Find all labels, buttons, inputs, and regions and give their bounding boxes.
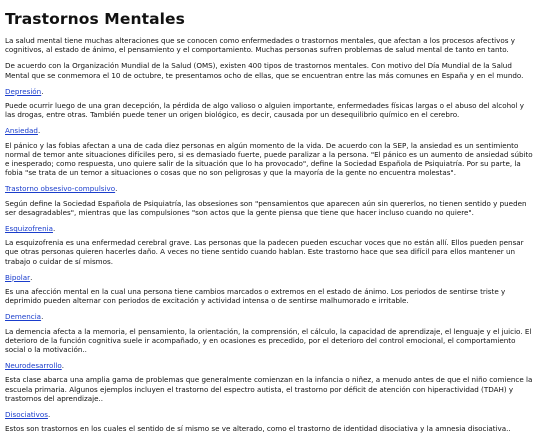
section-heading (5, 224, 534, 238)
section-link-esquizofrenia[interactable]: Esquizofrenia (5, 224, 53, 234)
page-title: Trastornos Mentales (5, 10, 185, 28)
section-text: Esta clase abarca una amplia gama de problemas que generalmente comienzan en la infancia o niñez, a menudo antes de que el niño comience la escuela primaria. Algunos ejemplos incluyen el trastorno del espectro autista, el trastorno por déficit de atención con hiperactividad (TDAH) y trastornos del aprendizaje.. (5, 375, 533, 403)
intro-paragraph: De acuerdo con la Organización Mundial de la Salud (OMS), existen 400 tipos de trastornos mentales. Con motivo del Día Mundial de la Salud Mental que se conmemora el 10 de octubre, te presentamos ocho de ellas, que se encuentran entre las más comunes en España y en el mundo. (5, 61, 524, 80)
section-link-bipolar[interactable]: Bipolar (5, 272, 31, 282)
section-text: Estos son trastornos en los cuales el sentido de sí mismo se ve alterado, como el trastorno de identidad disociativa y la amnesia disociativa.. (5, 424, 511, 434)
section-demencia (5, 312, 534, 354)
section-text: La esquizofrenia es una enfermedad cerebral grave. Las personas que la padecen pueden escuchar voces que no están allí. Ellos pueden pensar que otras personas quieren hacerles daño. A veces no tiene sentido cuando hablan. Este trastorno hace que sea difícil para ellos mantener un trabajo o cuidar de sí mismos. (5, 238, 524, 266)
section-text: El pánico y las fobias afectan a una de cada diez personas en algún momento de la vida. De acuerdo con la SEP, la ansiedad es un sentimiento normal de temor ante situaciones difíciles pero, si es demasiado fuerte, puede paralizar a la persona. "El pánico es un aumento de ansiedad súbito e inesperado; como respuesta, uno quiere salir de la situación que lo ha provocado", define la Sociedad Española de Psiquiatría. Por su parte, la fobia "se trata de un temor a situaciones o cosas que no son peligrosas y que la mayoría de la gente no encuentra molestas". (5, 140, 533, 178)
section-link-suffix: . (47, 410, 51, 420)
section-toc (5, 184, 534, 217)
section-link-ansiedad[interactable]: Ansiedad (5, 126, 38, 136)
section-link-suffix: . (37, 126, 41, 136)
section-link-disociativos[interactable]: Disociativos (5, 410, 48, 420)
section-heading (5, 273, 534, 287)
section-heading (5, 361, 534, 375)
section-neurodesarrollo (5, 361, 534, 403)
section-bipolar (5, 273, 534, 306)
section-link-suffix: . (115, 184, 118, 194)
section-link-demencia[interactable]: Demencia (5, 312, 42, 322)
section-heading (5, 184, 534, 198)
section-link-suffix: . (41, 86, 44, 96)
section-disociativos (5, 410, 534, 433)
section-link-neurodesarrollo[interactable]: Neurodesarrollo (5, 361, 62, 371)
section-link-toc[interactable]: Trastorno obsesivo-compulsivo (5, 184, 116, 194)
section-link-suffix: . (61, 361, 65, 371)
intro-paragraph: La salud mental tiene muchas alteraciones que se conocen como enfermedades o trastornos mentales, que afectan a los procesos afectivos y cognitivos, al estado de ánimo, el pensamiento y el comportamiento. Muchas personas sufren problemas de salud mental de tanto en tanto. (5, 36, 515, 55)
section-depresion (5, 87, 534, 120)
section-text: Según define la Sociedad Española de Psiquiatría, las obsesiones son "pensamientos que aparecen aún sin quererlos, no tienen sentido y pueden ser desagradables", mientras que las compulsiones "son actos que la gente piensa que tiene que hacer incluso cuando no quiere". (5, 198, 527, 217)
section-text: Puede ocurrir luego de una gran decepción, la pérdida de algo valioso o alguien importante, enfermedades físicas largas o el abuso del alcohol y las drogas, entre otras. También puede tener un origen biológico, es decir, causada por un desequilibrio químico en el cerebro. (5, 101, 524, 120)
section-text: La demencia afecta a la memoria, el pensamiento, la orientación, la comprensión, el cálculo, la capacidad de aprendizaje, el lenguaje y el juicio. El deterioro de la función cognitiva suele ir acompañado, y en ocasiones es precedido, por el deterioro del control emocional, el comportamiento social o la motivación.. (5, 326, 532, 355)
section-text: Es una afección mental en la cual una persona tiene cambios marcados o extremos en el estado de ánimo. Los periodos de sentirse triste y deprimido pueden alternar con periodos de excitación y actividad intensa o de sentirse malhumorado e irritable. (5, 287, 506, 306)
section-link-depresion[interactable]: Depresión (5, 86, 42, 96)
section-heading (5, 126, 534, 140)
section-heading (5, 312, 534, 326)
section-link-suffix: . (41, 312, 44, 322)
section-esquizofrenia (5, 224, 534, 266)
section-link-suffix: . (52, 224, 56, 234)
section-heading (5, 87, 534, 101)
section-heading (5, 410, 534, 424)
section-link-suffix: . (30, 272, 33, 282)
section-ansiedad (5, 126, 534, 177)
